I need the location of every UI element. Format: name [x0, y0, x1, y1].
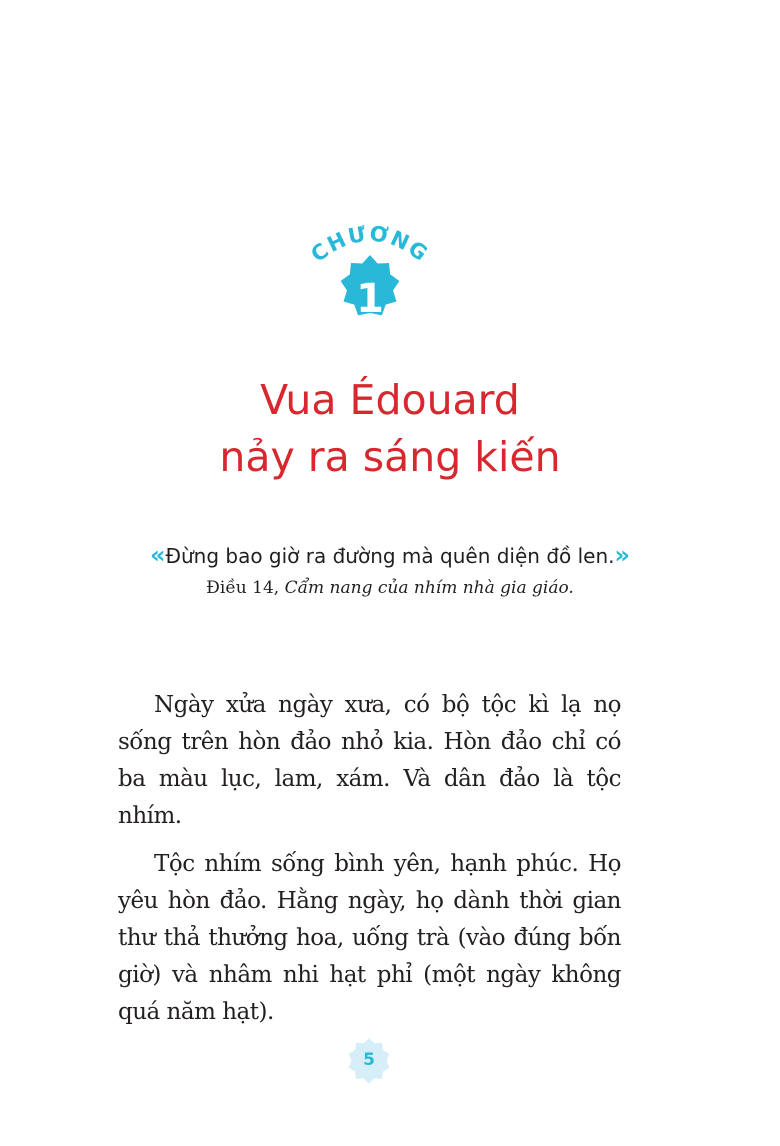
epigraph-source — [0, 576, 780, 600]
epigraph-source-title: Cẩm nang của nhím nhà gia giáo. — [284, 578, 574, 598]
body-paragraph-2: Tộc nhím sống bình yên, hạnh phúc. Họ yêu hòn đảo. Hằng ngày, họ dành thời gian thư thả thưởng hoa, uống trà (vào đúng bốn giờ) và nhâm nhi hạt phỉ (một ngày không quá năm hạt). — [118, 851, 621, 1025]
body-text — [118, 687, 621, 1042]
open-quote-mark: « — [149, 541, 166, 569]
epigraph-text: Đừng bao giờ ra đường mà quên diện đồ len. — [165, 544, 615, 568]
page-number-badge — [346, 1037, 392, 1083]
close-quote-mark: » — [614, 541, 631, 569]
epigraph-quote — [0, 540, 780, 571]
chapter-title-line-1: Vua Édouard — [260, 376, 520, 424]
chapter-label: CHƯƠNG — [306, 222, 434, 267]
chapter-title — [0, 372, 780, 486]
page-number: 5 — [363, 1050, 375, 1070]
chapter-title-line-2: nảy ra sáng kiến — [219, 433, 561, 481]
body-paragraph-1: Ngày xửa ngày xưa, có bộ tộc kì lạ nọ sống trên hòn đảo nhỏ kia. Hòn đảo chỉ có ba màu lục, lam, xám. Và dân đảo là tộc nhím. — [118, 692, 621, 829]
epigraph-source-prefix: Điều 14, — [206, 578, 280, 598]
chapter-badge — [305, 222, 435, 342]
chapter-number: 1 — [356, 276, 384, 322]
